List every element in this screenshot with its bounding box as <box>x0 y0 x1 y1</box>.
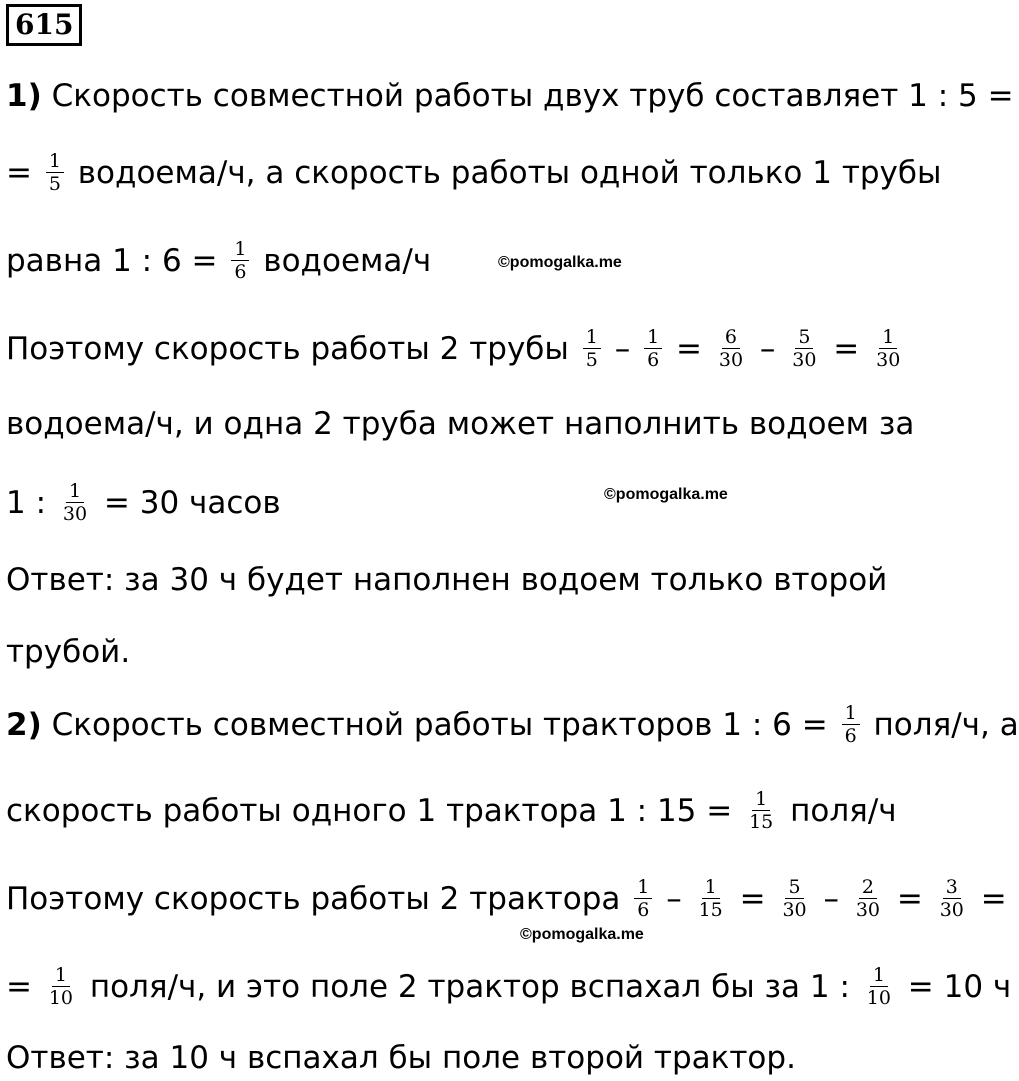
text: поля/ч, и это поле 2 трактор вспахал бы за 1 : <box>80 969 860 1005</box>
text: 1 : <box>6 485 56 521</box>
numerator: 1 <box>583 326 601 349</box>
numerator: 1 <box>870 964 888 987</box>
part1-line5: водоема/ч, и одна 2 труба может наполнить водоем за <box>6 406 915 442</box>
text: поля/ч, а <box>863 707 1019 743</box>
numerator: 1 <box>52 964 70 987</box>
text: = <box>666 331 712 367</box>
part2-line3 <box>6 876 1007 921</box>
numerator: 1 <box>231 238 249 261</box>
fraction <box>696 876 726 921</box>
fraction <box>779 876 809 921</box>
text: – <box>813 881 849 917</box>
numerator: 1 <box>634 876 652 899</box>
text: скорость работы одного 1 трактора 1 : 15 = <box>6 793 743 829</box>
text: = <box>970 881 1007 917</box>
denominator: 30 <box>939 899 964 921</box>
part1-line6 <box>6 480 281 525</box>
fraction <box>864 964 894 1009</box>
part2-answer: Ответ: за 10 ч вспахал бы поле второй трактор. <box>6 1040 796 1076</box>
fraction <box>46 150 64 195</box>
watermark: ©pomogalka.me <box>520 926 644 943</box>
text: Скорость совместной работы тракторов 1 : 6 = <box>41 707 838 743</box>
numerator: 3 <box>943 876 961 899</box>
numerator: 1 <box>842 702 860 725</box>
denominator: 15 <box>698 899 723 921</box>
fraction <box>789 326 819 371</box>
part1-line1 <box>6 76 1014 116</box>
text: = <box>823 331 870 367</box>
fraction <box>231 238 249 283</box>
text: = 30 часов <box>94 485 281 521</box>
watermark: ©pomogalka.me <box>498 254 622 271</box>
denominator: 10 <box>866 987 891 1009</box>
denominator: 6 <box>637 899 650 921</box>
fraction <box>634 876 652 921</box>
text: – <box>604 331 641 367</box>
numerator: 1 <box>46 150 64 173</box>
part1-line3 <box>6 238 432 283</box>
denominator: 30 <box>876 349 901 371</box>
fraction <box>937 876 967 921</box>
fraction <box>842 702 860 747</box>
numerator: 5 <box>795 326 813 349</box>
task-number: 615 <box>6 4 82 46</box>
fraction <box>746 788 776 833</box>
part1-line2 <box>6 150 942 195</box>
denominator: 30 <box>782 899 807 921</box>
fraction <box>873 326 903 371</box>
numerator: 1 <box>702 876 720 899</box>
denominator: 15 <box>749 811 774 833</box>
text: поля/ч <box>780 793 897 829</box>
denominator: 30 <box>62 503 88 525</box>
numerator: 1 <box>66 480 84 503</box>
part1-line4 <box>6 326 907 371</box>
fraction <box>853 876 883 921</box>
fraction <box>716 326 746 371</box>
part2-label: 2) <box>6 707 42 743</box>
denominator: 30 <box>855 899 881 921</box>
fraction <box>60 480 90 525</box>
denominator: 10 <box>48 987 74 1009</box>
watermark: ©pomogalka.me <box>604 486 728 503</box>
denominator: 5 <box>48 173 61 195</box>
text: водоема/ч, а скорость работы одной только 1 трубы <box>67 155 942 191</box>
text: = <box>6 969 42 1005</box>
numerator: 1 <box>879 326 897 349</box>
text: равна 1 : 6 = <box>6 243 228 279</box>
part1-answer-line1: Ответ: за 30 ч будет наполнен водоем только второй <box>6 562 888 598</box>
text: = <box>729 881 776 917</box>
part2-line4 <box>6 964 1012 1009</box>
numerator: 2 <box>859 876 877 899</box>
numerator: 1 <box>752 788 770 811</box>
numerator: 5 <box>785 876 803 899</box>
denominator: 5 <box>585 349 598 371</box>
numerator: 1 <box>644 326 662 349</box>
text: = 10 ч <box>897 969 1012 1005</box>
text: Поэтому скорость работы 2 трубы <box>6 331 579 367</box>
text: – <box>750 331 786 367</box>
part1-label: 1) <box>6 78 42 114</box>
text: – <box>656 881 692 917</box>
part2-line2 <box>6 788 897 833</box>
text: = <box>6 155 42 191</box>
denominator: 6 <box>647 349 660 371</box>
denominator: 30 <box>718 349 744 371</box>
text: водоема/ч <box>253 243 432 279</box>
numerator: 6 <box>722 326 740 349</box>
fraction <box>644 326 662 371</box>
text: = <box>887 881 933 917</box>
part1-text: Скорость совместной работы двух труб составляет 1 : 5 = <box>41 78 1014 114</box>
denominator: 30 <box>792 349 817 371</box>
fraction <box>46 964 76 1009</box>
denominator: 6 <box>234 261 247 283</box>
part2-line1 <box>6 702 1019 747</box>
denominator: 6 <box>844 725 857 747</box>
part1-answer-line2: трубой. <box>6 634 131 670</box>
text: Поэтому скорость работы 2 трактора <box>6 881 631 917</box>
fraction <box>583 326 601 371</box>
